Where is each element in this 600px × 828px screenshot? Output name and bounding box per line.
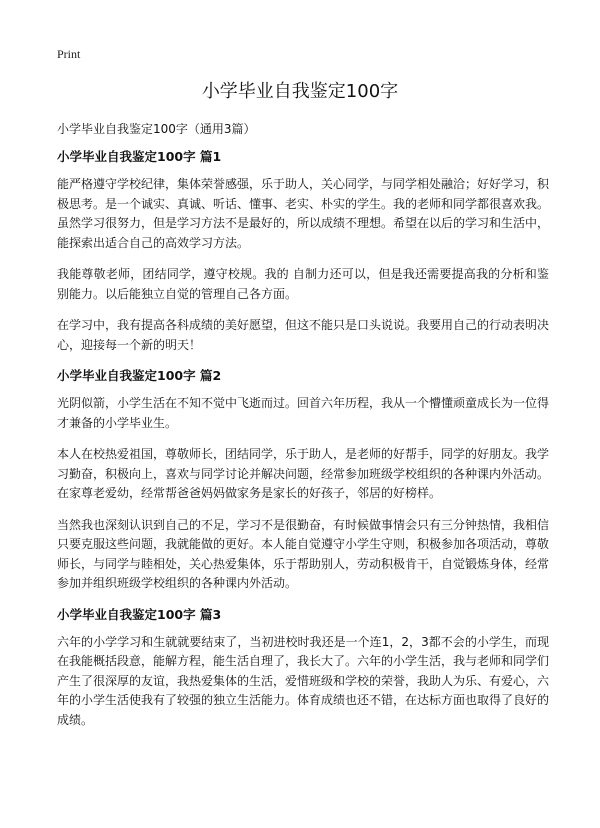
paragraph: 能严格遵守学校纪律，集体荣誉感强，乐于助人，关心同学，与同学相处融洽；好好学习，积极思考。是一个诚实、真诚、听话、懂事、老实、朴实的学生。我的老师和同学都很喜欢我。虽然学习很努力，但是学习方法不是最好的，所以成绩不理想。希望在以后的学习和生活中，能探索出适合自己的高效学习方法。: [57, 177, 550, 250]
paragraph: 六年的小学学习和生就就要结束了，当初进校时我还是一个连1，2，3都不会的小学生，而现在我能概括段意，能解方程，能生活自理了，我长大了。六年的小学生活，我与老师和同学们产生了很深厚的友谊，我热爱集体的生活，爱惜班级和学校的荣誉，我助人为乐、有爱心，六年的小学生活使我有了较强的独立生活能力。体育成绩也还不错，在达标方面也取得了良好的成绩。: [57, 634, 550, 727]
section-heading: 小学毕业自我鉴定100字 篇2: [57, 368, 222, 383]
section-1: [57, 148, 549, 355]
paragraph: 本人在校热爱祖国，尊敬师长，团结同学，乐于助人，是老师的好帮手，同学的好朋友。我学习勤奋，积极向上，喜欢与同学讨论并解决问题，经常参加班级学校组织的各种课内外活动。在家尊老爱幼，经常帮爸爸妈妈做家务是家长的好孩子，邻居的好榜样。: [57, 447, 550, 500]
document-subtitle: 小学毕业自我鉴定100字（通用3篇）: [57, 122, 256, 136]
section-2: [57, 367, 549, 594]
section-3: [57, 606, 549, 731]
paragraph: 当然我也深刻认识到自己的不足，学习不是很勤奋，有时候做事情会只有三分钟热情，我相信只要克服这些问题，我就能做的更好。本人能自觉遵守小学生守则，积极参加各项活动，尊敬师长，与同学与睦相处，关心热爱集体，乐于帮助别人，劳动积极肯干，自觉锻炼身体，经常参加并组织班级学校组织的各种课内外活动。: [57, 517, 550, 590]
paragraph: 在学习中，我有提高各科成绩的美好愿望，但这不能只是口头说说。我要用自己的行动表明决心，迎接每一个新的明天！: [57, 318, 550, 352]
section-heading: 小学毕业自我鉴定100字 篇3: [57, 606, 222, 622]
print-link[interactable]: Print: [57, 47, 81, 61]
document-title: 小学毕业自我鉴定100字: [201, 81, 399, 102]
paragraph: 我能尊敬老师，团结同学，遵守校规。我的 自制力还可以，但是我还需要提高我的分析和鉴别能力。以后能独立自觉的管理自己各方面。: [57, 267, 549, 301]
section-heading: 小学毕业自我鉴定100字 篇1: [57, 149, 222, 164]
paragraph: 光阴似箭，小学生活在不知不觉中飞逝而过。回首六年历程，我从一个懵懂顽童成长为一位得才兼备的小学毕业生。: [57, 396, 550, 430]
document-body: [57, 120, 549, 742]
